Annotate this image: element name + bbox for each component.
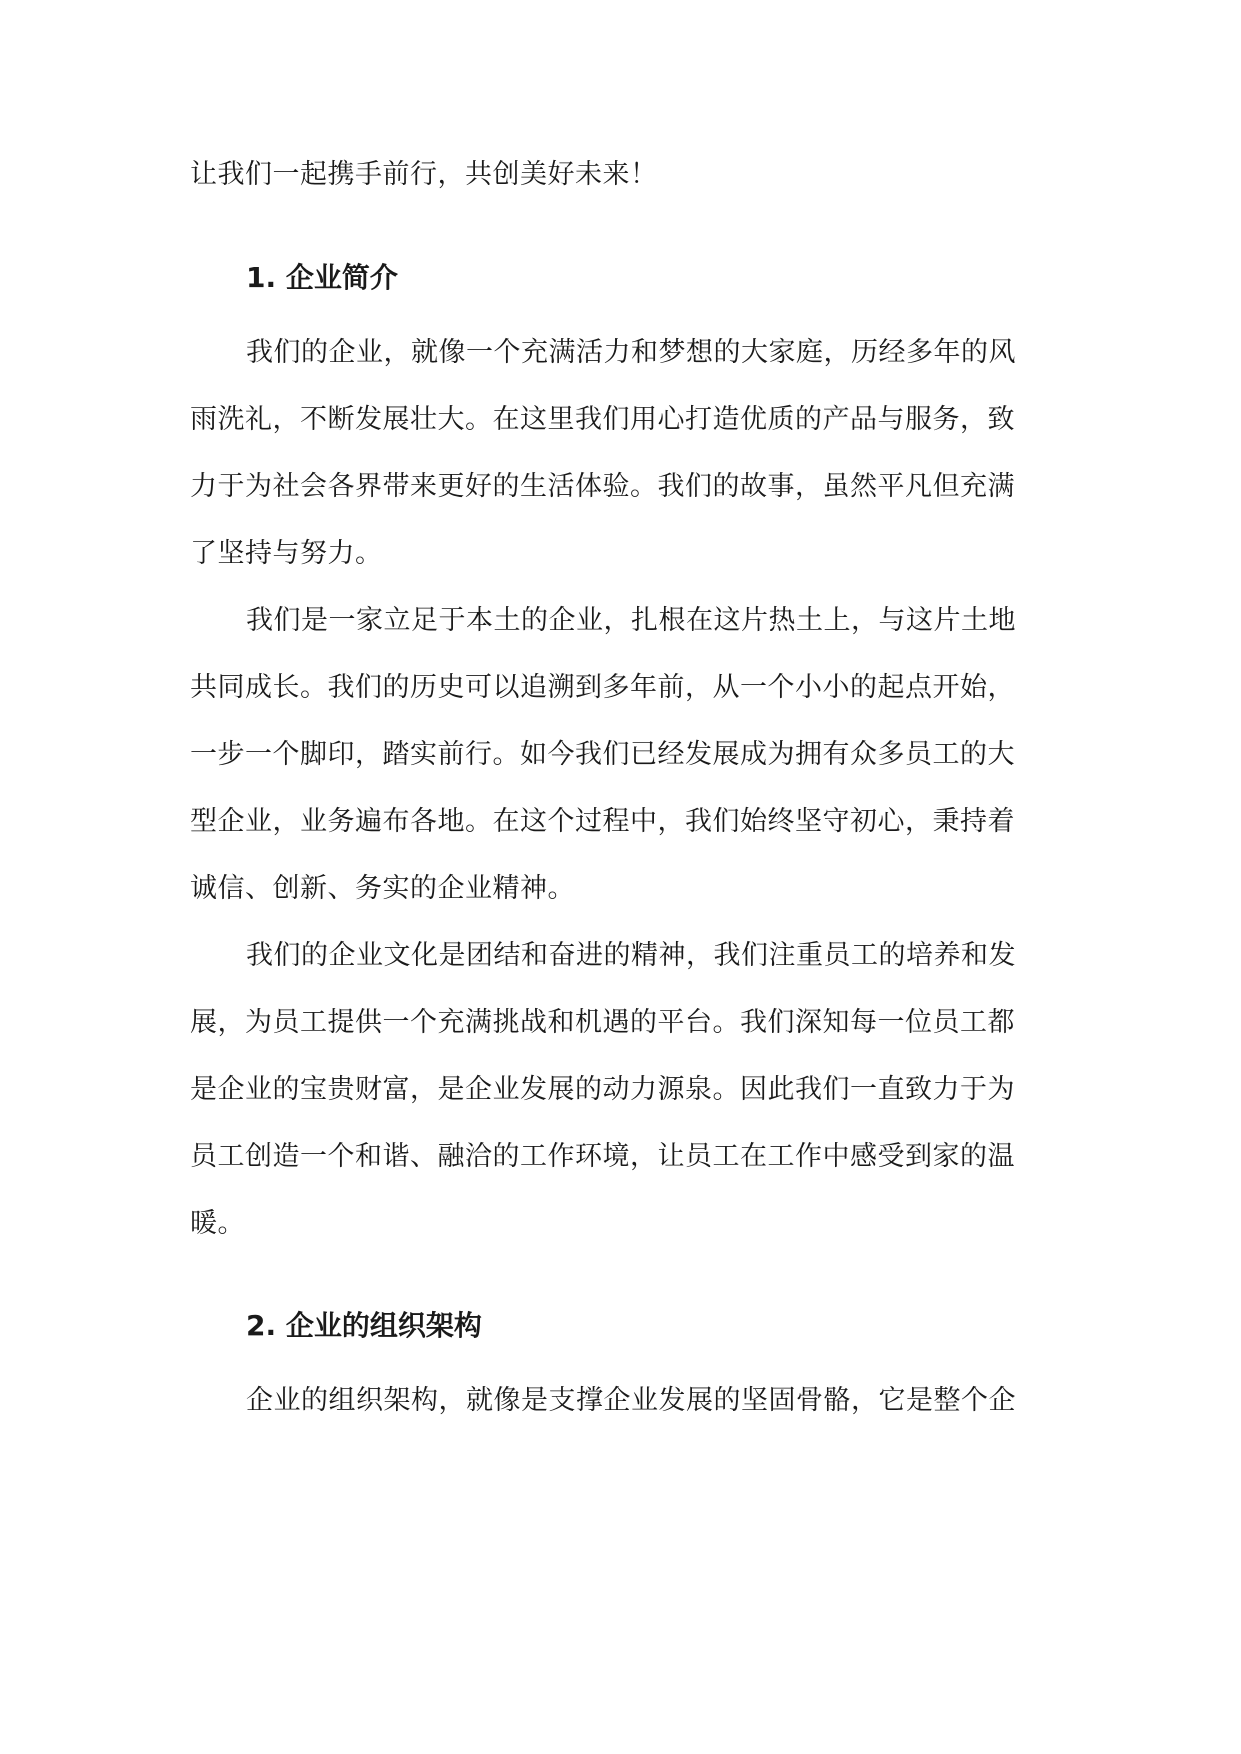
paragraph-line: 我们是一家立足于本土的企业，扎根在这片热土上，与这片土地: [246, 605, 1016, 636]
paragraph-line: 是企业的宝贵财富，是企业发展的动力源泉。因此我们一直致力于为: [190, 1074, 1015, 1105]
section-heading-org-structure: 2. 企业的组织架构: [246, 1309, 482, 1342]
paragraph-line: 一步一个脚印，踏实前行。如今我们已经发展成为拥有众多员工的大: [190, 739, 1015, 770]
paragraph-line: 我们的企业文化是团结和奋进的精神，我们注重员工的培养和发: [246, 940, 1016, 971]
paragraph-line: 共同成长。我们的历史可以追溯到多年前，从一个小小的起点开始，: [190, 672, 1015, 703]
paragraph-line: 了坚持与努力。: [190, 538, 383, 569]
paragraph-line: 员工创造一个和谐、融洽的工作环境，让员工在工作中感受到家的温: [190, 1141, 1015, 1172]
paragraph-line: 企业的组织架构，就像是支撑企业发展的坚固骨骼，它是整个企: [246, 1385, 1016, 1416]
paragraph-line: 暖。: [190, 1208, 245, 1239]
paragraph-line: 展，为员工提供一个充满挑战和机遇的平台。我们深知每一位员工都: [190, 1007, 1015, 1038]
paragraph-line: 雨洗礼，不断发展壮大。在这里我们用心打造优质的产品与服务，致: [190, 404, 1015, 435]
paragraph-line: 诚信、创新、务实的企业精神。: [190, 873, 575, 904]
paragraph-line: 型企业，业务遍布各地。在这个过程中，我们始终坚守初心，秉持着: [190, 806, 1015, 837]
section-heading-company-profile: 1. 企业简介: [246, 261, 398, 294]
paragraph-line: 力于为社会各界带来更好的生活体验。我们的故事，虽然平凡但充满: [190, 471, 1015, 502]
closing-line: 让我们一起携手前行，共创美好未来！: [190, 159, 658, 190]
paragraph-line: 我们的企业，就像一个充满活力和梦想的大家庭，历经多年的风: [246, 337, 1016, 368]
